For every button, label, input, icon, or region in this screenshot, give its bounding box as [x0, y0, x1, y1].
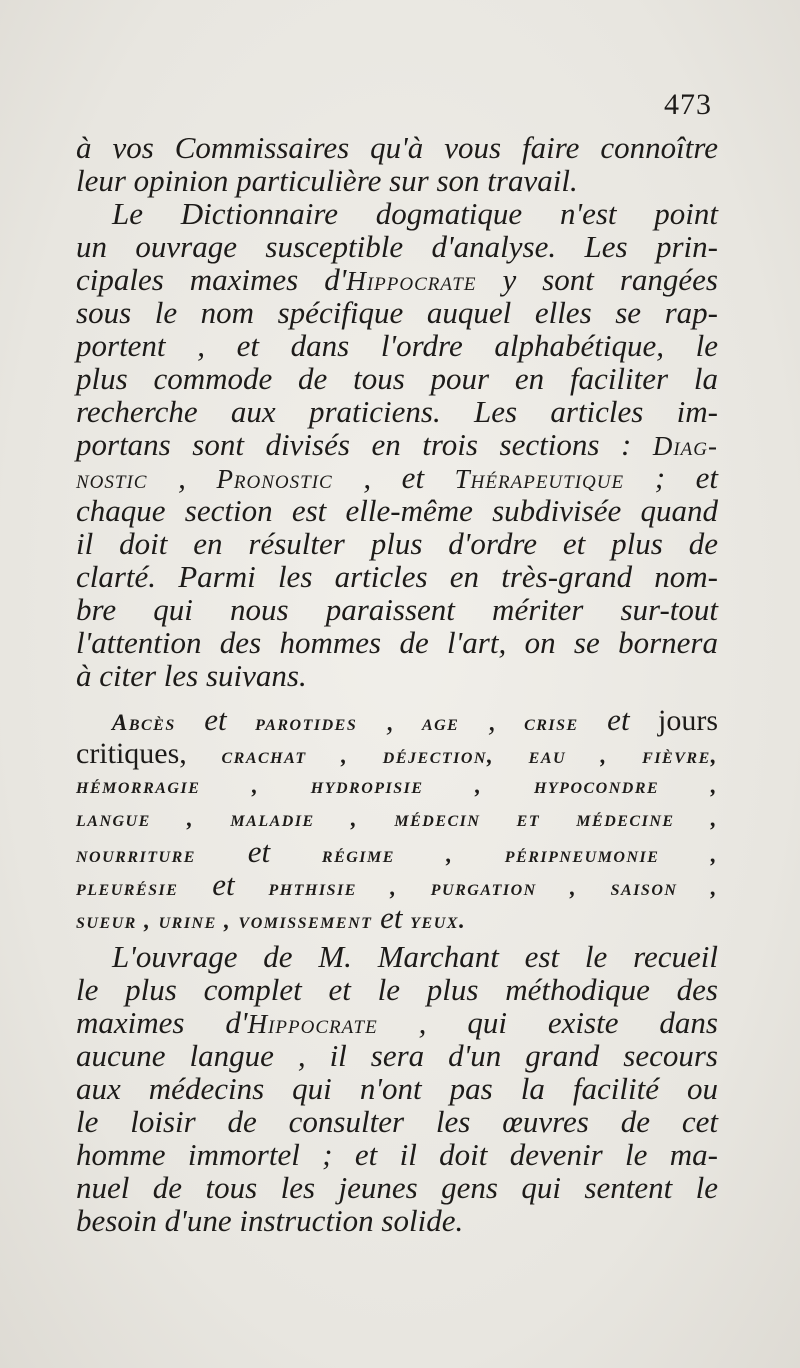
- text-line: homme immortel ; et il doit devenir le ma-: [76, 1137, 718, 1172]
- text-line: [76, 461, 718, 494]
- paragraph-review: [76, 131, 718, 692]
- text-run: , qui existe dans: [377, 1005, 718, 1040]
- text-line: l'attention des hommes de l'art, on se bornera: [76, 625, 718, 660]
- text-run: portans sont divisés en trois sections :: [76, 427, 653, 462]
- article-name: parotides: [255, 710, 358, 735]
- section-name: Diag-: [652, 431, 718, 461]
- text-line: à vos Commissaires qu'à vous faire connoître: [76, 130, 718, 165]
- text-line: clarté. Parmi les articles en très-grand nom-: [76, 559, 718, 594]
- text-line: plus commode de tous pour en faciliter la: [76, 361, 718, 396]
- article-name: crachat , déjection, eau , fièvre,: [221, 743, 718, 768]
- list-line: [76, 868, 718, 901]
- article-name: yeux.: [410, 908, 467, 933]
- page-number: 473: [664, 88, 712, 121]
- author-name: Hippocrate: [346, 266, 477, 296]
- text-line: aucune langue , il sera d'un grand secours: [76, 1038, 718, 1073]
- text-run: , et: [332, 460, 455, 495]
- article-name: nourriture: [76, 842, 196, 867]
- text-run: ,: [459, 702, 525, 737]
- list-line: langue , maladie , médecin et médecine ,: [76, 806, 718, 831]
- article-name: Abcès: [112, 710, 176, 735]
- text-line: sous le nom spécifique auquel elles se rap-: [76, 295, 718, 330]
- article-name: régime , péripneumonie ,: [321, 842, 718, 867]
- text-run: y sont rangées: [476, 262, 718, 297]
- list-line: [76, 736, 718, 769]
- paragraph-conclusion: [76, 940, 718, 1237]
- text-line: aux médecins qui n'ont pas la facilité ou: [76, 1071, 718, 1106]
- text-run: ,: [147, 460, 217, 495]
- text-run: maximes d': [76, 1005, 248, 1040]
- text-line: un ouvrage susceptible d'analyse. Les prin-: [76, 229, 718, 264]
- article-name: sueur , urine , vomissement: [76, 908, 373, 933]
- text-run: et: [178, 867, 269, 902]
- section-name: Thérapeutique: [454, 464, 625, 494]
- text-line: le loisir de consulter les œuvres de cet: [76, 1104, 718, 1139]
- text-line: bre qui nous paraissent mériter sur-tout: [76, 592, 718, 627]
- article-name: age: [421, 710, 460, 735]
- text-line: chaque section est elle-même subdivisée quand: [76, 493, 718, 528]
- section-name: Pronostic: [216, 464, 333, 494]
- text-line: [76, 428, 718, 461]
- text-line: le plus complet et le plus méthodique des: [76, 972, 718, 1007]
- article-name: phthisie , purgation , saison ,: [268, 875, 719, 900]
- text-line: [76, 263, 718, 296]
- list-line: hémorragie , hydropisie , hypocondre ,: [76, 773, 718, 798]
- text-line: [76, 1006, 718, 1039]
- article-list: [76, 703, 718, 934]
- text-line: Le Dictionnaire dogmatique n'est point: [112, 196, 718, 231]
- text-run: et: [195, 834, 322, 869]
- text-line: portent , et dans l'ordre alphabétique, le: [76, 328, 718, 363]
- text-line: nuel de tous les jeunes gens qui sentent le: [76, 1170, 718, 1205]
- text-run: ,: [357, 702, 422, 737]
- text-line: besoin d'une instruction solide.: [76, 1203, 464, 1238]
- text-run: ; et: [624, 460, 718, 495]
- text-run: et: [578, 702, 659, 737]
- text-run: et: [175, 702, 256, 737]
- text-line: leur opinion particulière sur son travail.: [76, 163, 578, 198]
- section-name: nostic: [76, 464, 148, 494]
- list-line: [76, 835, 718, 868]
- text-run: et: [372, 900, 411, 935]
- author-name: Hippocrate: [247, 1009, 378, 1039]
- list-line: [76, 901, 718, 934]
- text-line: à citer les suivans.: [76, 658, 307, 693]
- text-run: cipales maximes d': [76, 262, 347, 297]
- text-run: jours: [658, 704, 719, 737]
- list-line: [76, 703, 718, 736]
- text-line: L'ouvrage de M. Marchant est le recueil: [112, 939, 718, 974]
- text-line: il doit en résulter plus d'ordre et plus de: [76, 526, 718, 561]
- text-run: critiques,: [76, 737, 222, 770]
- text-line: recherche aux praticiens. Les articles im-: [76, 394, 718, 429]
- article-name: crise: [524, 710, 579, 735]
- article-name: pleurésie: [76, 875, 179, 900]
